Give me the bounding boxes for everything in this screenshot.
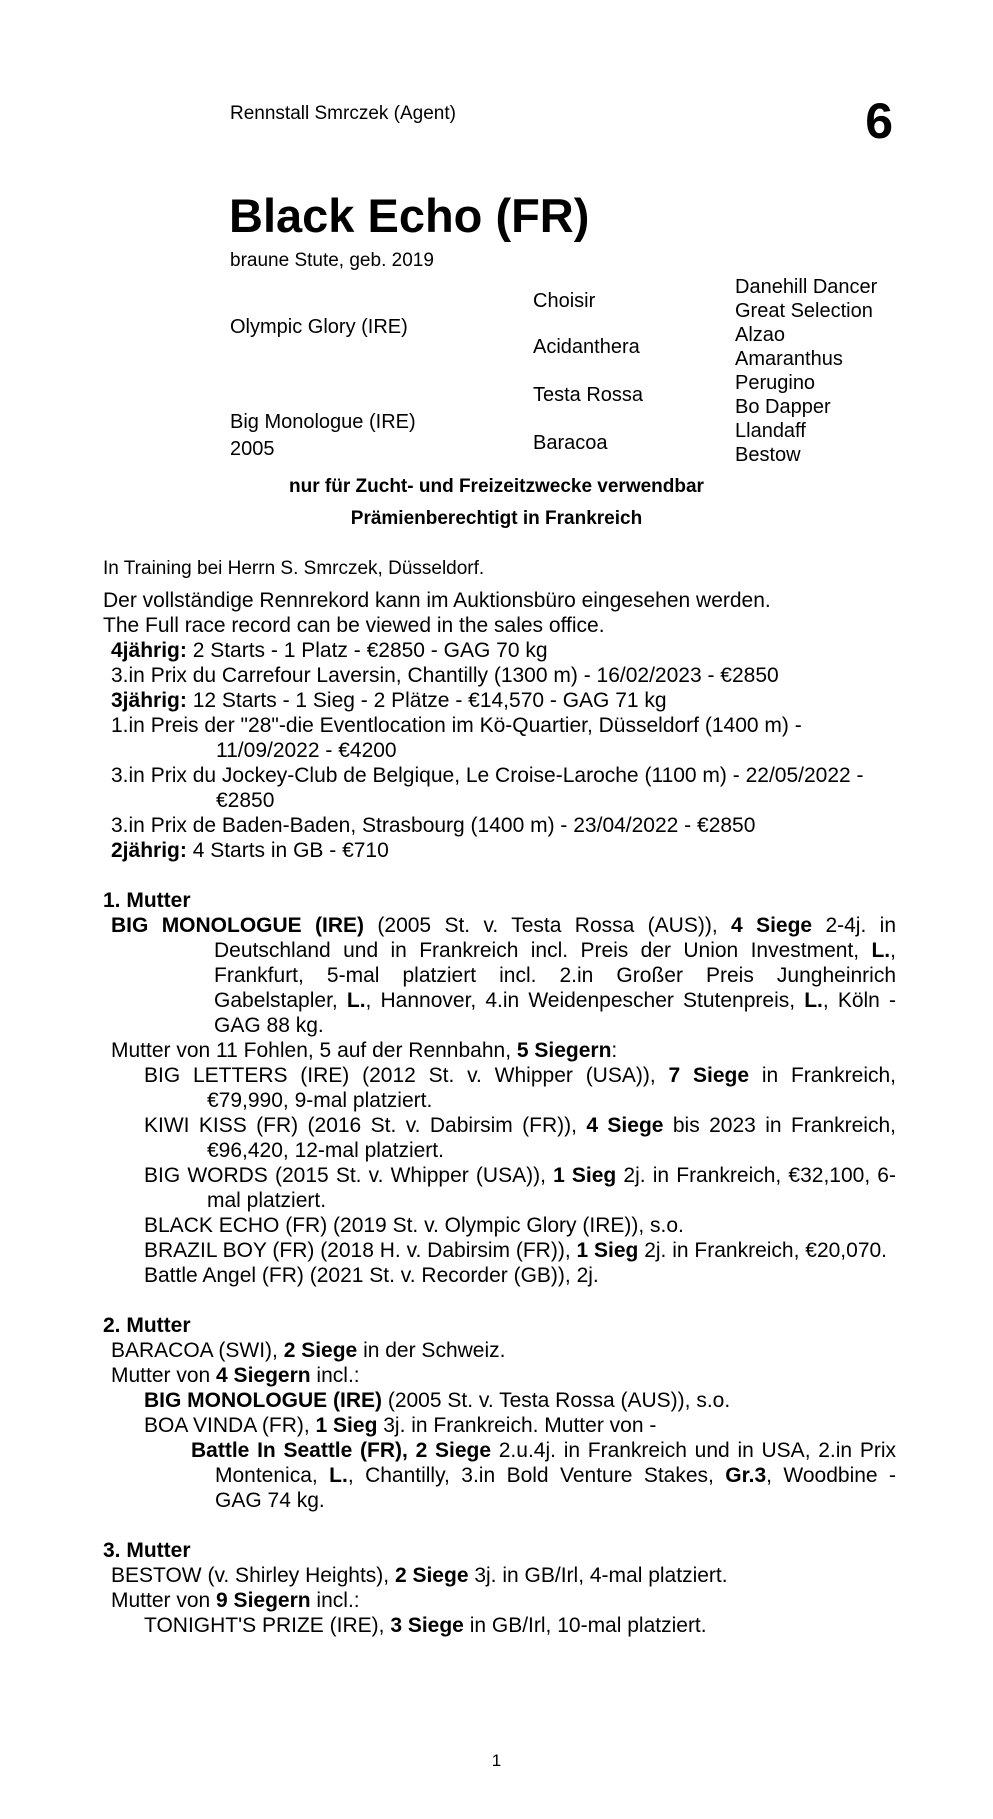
foal-entry: TONIGHT'S PRIZE (IRE), 3 Siege in GB/Irl, 10-mal platziert. [144,1614,707,1637]
page-number: 1 [491,1751,502,1770]
grandparent: Acidanthera [533,336,640,358]
catalogue-body [103,588,896,1638]
lot-number: 6 [865,93,893,149]
foal-entry: BLACK ECHO (FR) (2019 St. v. Olympic Glory (IRE)), s.o. [144,1214,684,1237]
age2-summary: 2jährig: 4 Starts in GB - €710 [111,839,389,862]
foal-entry: Battle Angel (FR) (2021 St. v. Recorder (GB)), 2j. [144,1264,599,1287]
age4-summary: 4jährig: 2 Starts - 1 Platz - €2850 - GAG 70 kg [111,639,548,662]
foal-entry: BIG WORDS (2015 St. v. Whipper (USA)), 1 Sieg 2j. in Frankreich, €32,100, 6-mal platziert. [144,1164,896,1212]
dam1-heading: 1. Mutter [103,889,191,912]
age-label: 3jährig: [111,689,187,712]
consignor: Rennstall Smrczek (Agent) [230,103,456,124]
great-grandparent: Danehill Dancer [735,276,878,298]
sire: Olympic Glory (IRE) [230,316,408,338]
grandfoal-entry: Battle In Seattle (FR), 2 Siege 2.u.4j. in Frankreich und in USA, 2.in Prix Montenica, L., Chantilly, 3.in Bold Venture Stakes, Gr.3, Woodbine - GAG 74 kg. [191,1439,896,1512]
age3-summary: 3jährig: 12 Starts - 1 Sieg - 2 Plätze - €14,570 - GAG 71 kg [111,689,667,712]
foal-entry: BIG LETTERS (IRE) (2012 St. v. Whipper (USA)), 7 Siege in Frankreich, €79,990, 9-mal platziert. [144,1064,897,1112]
foal-entry: BIG MONOLOGUE (IRE) (2005 St. v. Testa Rossa (AUS)), s.o. [144,1389,731,1412]
horse-description: braune Stute, geb. 2019 [230,250,434,271]
race-record-intro-en: The Full race record can be viewed in the sales office. [103,614,605,637]
foal-entry: BRAZIL BOY (FR) (2018 H. v. Dabirsim (FR)), 1 Sieg 2j. in Frankreich, €20,070. [144,1239,888,1262]
grandparent: Choisir [533,290,596,312]
race-result: 3.in Prix du Carrefour Laversin, Chantilly (1300 m) - 16/02/2023 - €2850 [111,664,779,687]
dam2-heading: 2. Mutter [103,1314,191,1337]
dam1-record: BIG MONOLOGUE (IRE) (2005 St. v. Testa Rossa (AUS)), 4 Siege 2-4j. in Deutschland und in Frankreich incl. Preis der Union Investment, L., Frankfurt, 5-mal platziert incl. 2.in Großer Preis Jungheinrich Gabelstapler, L., Hannover, 4.in Weidenpescher Stutenpreis, L., Köln - GAG 88 kg. [111,914,896,1037]
great-grandparent: Great Selection [735,300,873,322]
great-grandparent: Alzao [735,324,786,346]
breeding-note: nur für Zucht- und Freizeitzwecke verwendbar [289,476,704,497]
race-record-intro-de: Der vollständige Rennrekord kann im Auktionsbüro eingesehen werden. [103,589,771,612]
great-grandparent: Bo Dapper [735,396,831,418]
great-grandparent: Llandaff [735,420,806,442]
dam3-record: BESTOW (v. Shirley Heights), 2 Siege 3j. in GB/Irl, 4-mal platziert. [111,1564,728,1587]
age-label: 4jährig: [111,639,187,662]
grandparent: Baracoa [533,432,608,454]
dam3-produce: Mutter von 9 Siegern incl.: [111,1589,360,1612]
race-result: 1.in Preis der "28"-die Eventlocation im Kö-Quartier, Düsseldorf (1400 m) - 11/09/2022 - €4200 [111,714,802,762]
training-info: In Training bei Herrn S. Smrczek, Düsseldorf. [103,558,485,579]
race-result: 3.in Prix de Baden-Baden, Strasbourg (1400 m) - 23/04/2022 - €2850 [111,814,756,837]
dam: Big Monologue (IRE) [230,411,416,433]
horse-name: Black Echo (FR) [229,189,590,242]
dam2-record: BARACOA (SWI), 2 Siege in der Schweiz. [111,1339,506,1362]
foal-entry: BOA VINDA (FR), 1 Sieg 3j. in Frankreich. Mutter von - [144,1414,657,1437]
great-grandparent: Perugino [735,372,816,394]
grandparent: Testa Rossa [533,384,644,406]
age-label: 2jährig: [111,839,187,862]
race-result: 3.in Prix du Jockey-Club de Belgique, Le Croise-Laroche (1100 m) - 22/05/2022 - €2850 [111,764,864,812]
great-grandparent: Bestow [735,444,801,466]
dam-year: 2005 [230,438,275,460]
dam2-produce: Mutter von 4 Siegern incl.: [111,1364,360,1387]
premium-note: Prämienberechtigt in Frankreich [350,508,643,529]
dam3-heading: 3. Mutter [103,1539,191,1562]
foal-entry: KIWI KISS (FR) (2016 St. v. Dabirsim (FR)), 4 Siege bis 2023 in Frankreich, €96,420, 12-mal platziert. [144,1114,896,1162]
great-grandparent: Amaranthus [735,348,843,370]
dam1-produce: Mutter von 11 Fohlen, 5 auf der Rennbahn, 5 Siegern: [111,1039,618,1062]
